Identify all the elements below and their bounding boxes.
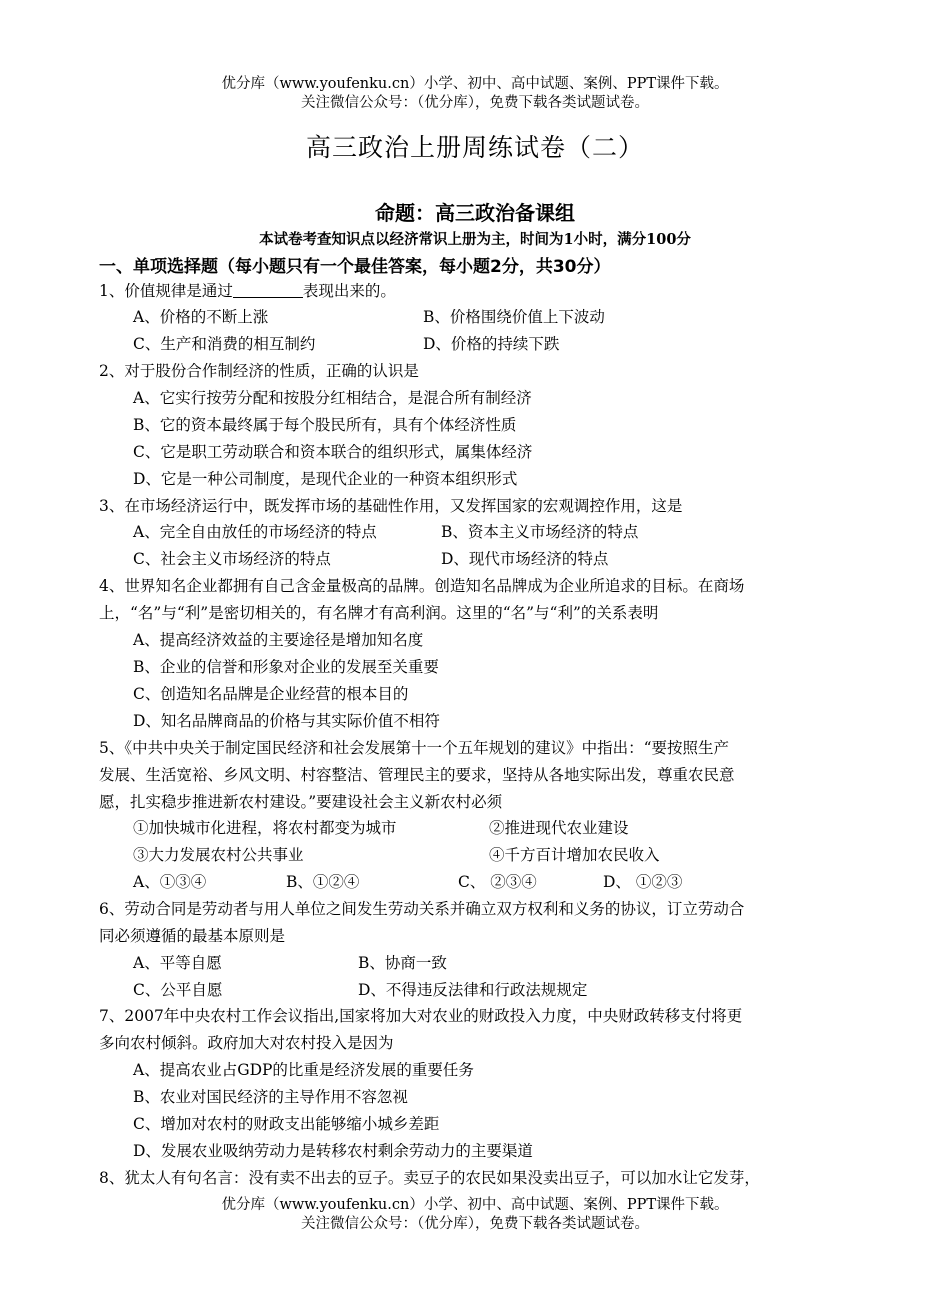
q5-item-2: ②推进现代农业建设 — [489, 819, 629, 837]
q7-option-d: D、发展农业吸纳劳动力是转移农村剩余劳动力的主要渠道 — [133, 1142, 533, 1160]
q5-option-c: C、 ②③④ — [458, 873, 537, 891]
q7-option-a: A、提高农业占GDP的比重是经济发展的重要任务 — [133, 1061, 474, 1079]
q2-option-b: B、它的资本最终属于每个股民所有，具有个体经济性质 — [133, 416, 517, 434]
q5-option-d: D、 ①②③ — [603, 873, 683, 891]
question-4-stem-1: 4、世界知名企业都拥有自己含金量极高的品牌。创造知名品牌成为企业所追求的目标。在商场 — [99, 577, 745, 595]
question-1-stem — [99, 280, 396, 302]
q6-option-d: D、不得违反法律和行政法规规定 — [358, 981, 588, 999]
page-title: 高三政治上册周练试卷（二） — [305, 133, 644, 162]
subtitle: 命题：高三政治备课组 — [375, 201, 575, 225]
question-5-stem-2: 发展、生活宽裕、乡风文明、村容整洁、管理民主的要求，坚持从各地实际出发，尊重农民意 — [99, 766, 735, 784]
question-4-stem-2: 上，“名”与“利”是密切相关的，有名牌才有高利润。这里的“名”与“利”的关系表明 — [99, 604, 659, 622]
q2-option-d: D、它是一种公司制度，是现代企业的一种资本组织形式 — [133, 470, 518, 488]
header-line-2: 关注微信公众号：（优分库），免费下载各类试题试卷。 — [301, 95, 649, 111]
question-6-stem-2: 同必须遵循的最基本原则是 — [99, 927, 286, 945]
q6-option-b: B、协商一致 — [358, 954, 447, 972]
q4-option-b: B、企业的信誉和形象对企业的发展至关重要 — [133, 658, 439, 676]
q1-stem-end: 表现出来的。 — [302, 282, 396, 300]
q4-option-a: A、提高经济效益的主要途径是增加知名度 — [133, 631, 424, 649]
q5-option-b: B、①②④ — [286, 873, 360, 891]
q4-option-c: C、创造知名品牌是企业经营的根本目的 — [133, 685, 409, 703]
question-5-stem-1: 5、《中共中央关于制定国民经济和社会发展第十一个五年规划的建议》中指出：“要按照生产 — [99, 739, 730, 757]
q4-option-d: D、知名品牌商品的价格与其实际价值不相符 — [133, 712, 440, 730]
q1-option-b: B、价格围绕价值上下波动 — [423, 308, 605, 326]
q1-option-d: D、价格的持续下跌 — [423, 335, 560, 353]
q6-option-c: C、公平自愿 — [133, 981, 223, 999]
section-heading: 一、单项选择题（每小题只有一个最佳答案，每小题2分，共30分） — [99, 257, 611, 277]
q1-stem-start: 1、价值规律是通过 — [99, 282, 233, 300]
q7-option-c: C、增加对农村的财政支出能够缩小城乡差距 — [133, 1115, 440, 1133]
question-8-stem-1: 8、犹太人有句名言：没有卖不出去的豆子。卖豆子的农民如果没卖出豆子，可以加水让它发芽， — [99, 1169, 760, 1187]
q1-option-a: A、价格的不断上涨 — [133, 308, 269, 326]
q3-option-d: D、现代市场经济的特点 — [441, 550, 609, 568]
header-line-1: 优分库（www.youfenku.cn）小学、初中、高中试题、案例、PPT课件下载。 — [221, 76, 729, 92]
q2-option-c: C、它是职工劳动联合和资本联合的组织形式，属集体经济 — [133, 443, 533, 461]
q3-option-b: B、资本主义市场经济的特点 — [441, 523, 639, 541]
q5-item-1: ①加快城市化进程，将农村都变为城市 — [133, 819, 397, 837]
question-3-stem: 3、在市场经济运行中，既发挥市场的基础性作用，又发挥国家的宏观调控作用，这是 — [99, 497, 683, 515]
exam-note: 本试卷考查知识点以经济常识上册为主，时间为1小时，满分100分 — [259, 231, 691, 248]
q1-option-c: C、生产和消费的相互制约 — [133, 335, 316, 353]
question-7-stem-2: 多向农村倾斜。政府加大对农村投入是因为 — [99, 1034, 394, 1052]
footer-line-2: 关注微信公众号：（优分库），免费下载各类试题试卷。 — [301, 1216, 649, 1232]
question-2-stem: 2、对于股份合作制经济的性质，正确的认识是 — [99, 362, 419, 380]
question-6-stem-1: 6、劳动合同是劳动者与用人单位之间发生劳动关系并确立双方权利和义务的协议，订立劳动合 — [99, 900, 745, 918]
question-5-stem-3: 愿，扎实稳步推进新农村建设。”要建设社会主义新农村必须 — [99, 793, 503, 811]
q3-option-c: C、社会主义市场经济的特点 — [133, 550, 331, 568]
q5-item-4: ④千方百计增加农民收入 — [489, 846, 660, 864]
q5-item-3: ③大力发展农村公共事业 — [133, 846, 304, 864]
footer-line-1: 优分库（www.youfenku.cn）小学、初中、高中试题、案例、PPT课件下载。 — [221, 1197, 729, 1213]
q3-option-a: A、完全自由放任的市场经济的特点 — [133, 523, 377, 541]
question-7-stem-1: 7、2007年中央农村工作会议指出,国家将加大对农业的财政投入力度，中央财政转移支付将更 — [99, 1007, 743, 1025]
q5-option-a: A、①③④ — [133, 873, 207, 891]
answer-blank — [233, 281, 303, 298]
q7-option-b: B、农业对国民经济的主导作用不容忽视 — [133, 1088, 408, 1106]
q6-option-a: A、平等自愿 — [133, 954, 222, 972]
q2-option-a: A、它实行按劳分配和按股分红相结合，是混合所有制经济 — [133, 389, 532, 407]
